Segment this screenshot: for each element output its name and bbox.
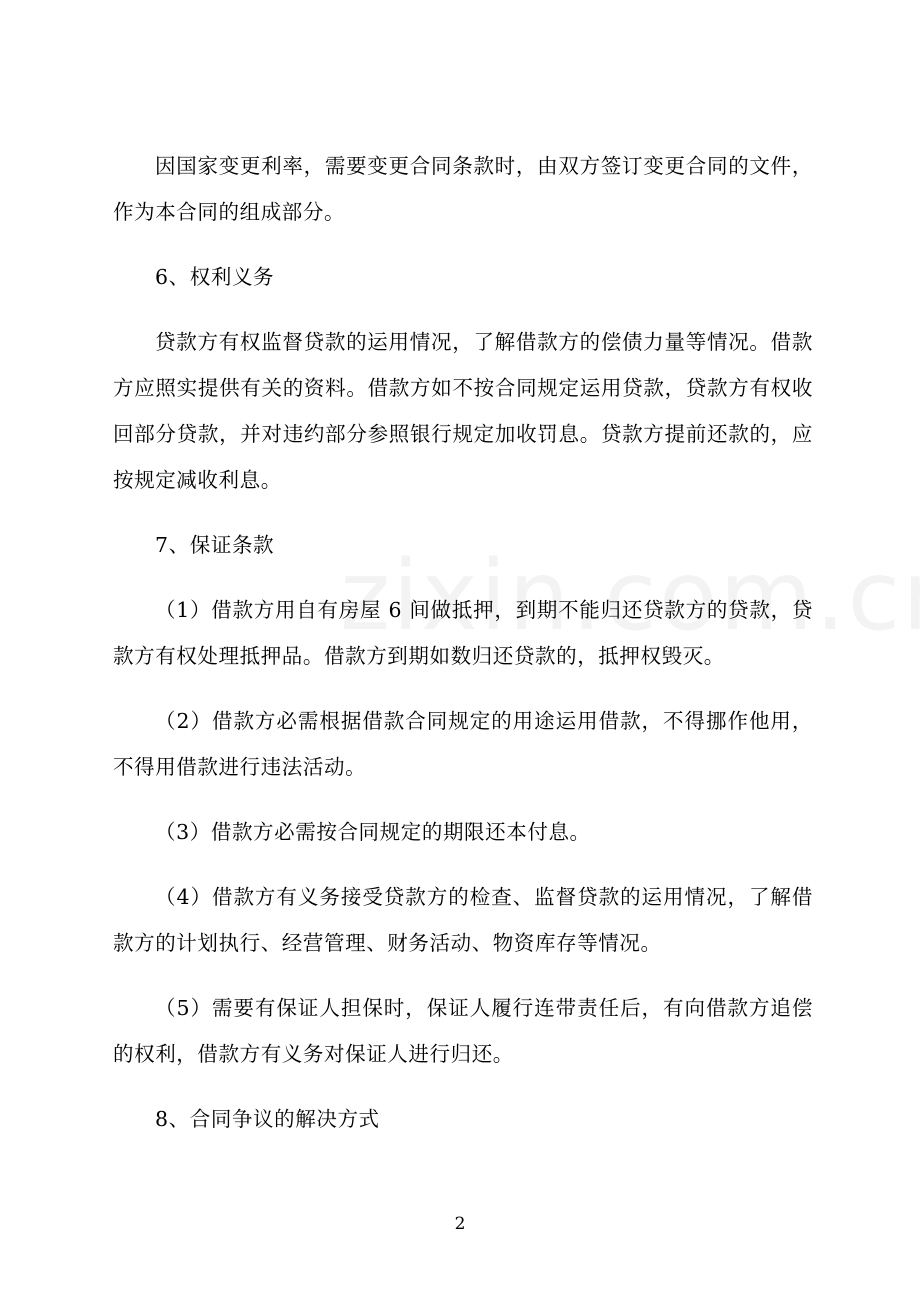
paragraph: 贷款方有权监督贷款的运用情况，了解借款方的偿债力量等情况。借款方应照实提供有关的资料。借款方如不按合同规定运用贷款，贷款方有权收回部分贷款，并对违约部分参照银行规定加收罚息。贷款方提前还款的，应按规定减收利息。 <box>113 330 813 492</box>
paragraph: （2）借款方必需根据借款合同规定的用途运用借款，不得挪作他用，不得用借款进行违法活动。 <box>113 709 813 779</box>
paragraph: 因国家变更利率，需要变更合同条款时，由双方签订变更合同的文件，作为本合同的组成部分。 <box>113 154 813 224</box>
paragraph: （5）需要有保证人担保时，保证人履行连带责任后，有向借款方追偿的权利，借款方有义务对保证人进行归还。 <box>113 996 813 1066</box>
paragraph: （1）借款方用自有房屋 6 间做抵押，到期不能归还贷款方的贷款，贷款方有权处理抵押品。借款方到期如数归还贷款的，抵押权毁灭。 <box>113 598 813 668</box>
paragraph: （3）借款方必需按合同规定的期限还本付息。 <box>155 820 591 844</box>
section-heading: 6、权利义务 <box>155 265 275 289</box>
section-heading: 7、保证条款 <box>155 533 275 557</box>
page-number: 2 <box>454 1214 466 1234</box>
document-body <box>113 143 813 1142</box>
paragraph: （4）借款方有义务接受贷款方的检查、监督贷款的运用情况，了解借款方的计划执行、经营管理、财务活动、物资库存等情况。 <box>113 885 813 955</box>
section-heading: 8、合同争议的解决方式 <box>155 1107 380 1131</box>
